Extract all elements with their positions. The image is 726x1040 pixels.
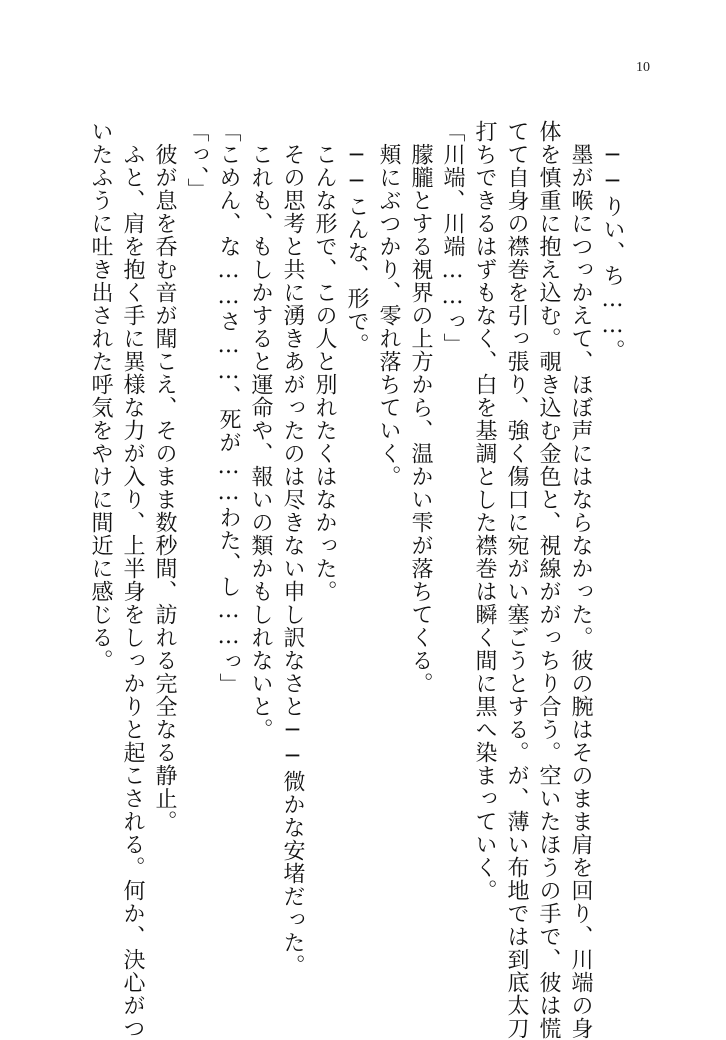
text-line: 体を慎重に抱え込む。覗き込む金色と、視線ががっちり合う。空いたほうの手で、彼は慌 [536, 120, 561, 1040]
text-line: こんな形で、この人と別れたくはなかった。 [312, 120, 337, 603]
vertical-text-body [87, 120, 626, 1040]
text-line: いたふうに吐き出された呼気をやけに間近に感じる。 [88, 120, 113, 672]
text-line: ふと、肩を抱く手に異様な力が入り、上半身をしっかりと起こされる。何か、決心がつ [120, 120, 145, 1040]
text-line: 「っ、」 [184, 120, 209, 201]
text-line: その思考と共に湧きあがったのは尽きない申し訳なさと──微かな安堵だった。 [280, 120, 305, 977]
text-line: 「こめん、な……さ……、死が……わた、し……っ」 [216, 120, 241, 696]
text-line: 彼が息を呑む音が聞こえ、そのまま数秒間、訪れる完全なる静止。 [152, 120, 177, 833]
text-line: てて自身の襟巻を引っ張り、強く傷口に宛がい塞ごうとする。が、薄い布地では到底太刀 [504, 120, 529, 1040]
text-line: 「川端、川端……っ」 [440, 120, 465, 356]
text-line: 朦朧とする視界の上方から、温かい雫が落ちてくる。 [408, 120, 433, 695]
text-line: ──こんな、形で。 [344, 120, 369, 356]
text-line: これも、もしかすると運命や、報いの類かもしれないと。 [248, 120, 273, 741]
page-number: 10 [636, 60, 650, 75]
text-line: 頬にぶつかり、零れ落ちていく。 [376, 120, 401, 488]
text-line: ──りい、ち……。 [600, 120, 625, 362]
text-line: 墨が喉につっかえて、ほぼ声にはならなかった。彼の腕はそのまま肩を回り、川端の身 [568, 120, 593, 1040]
text-line: 打ちできるはずもなく、白を基調とした襟巻は瞬く間に黒へ染まっていく。 [472, 120, 497, 902]
